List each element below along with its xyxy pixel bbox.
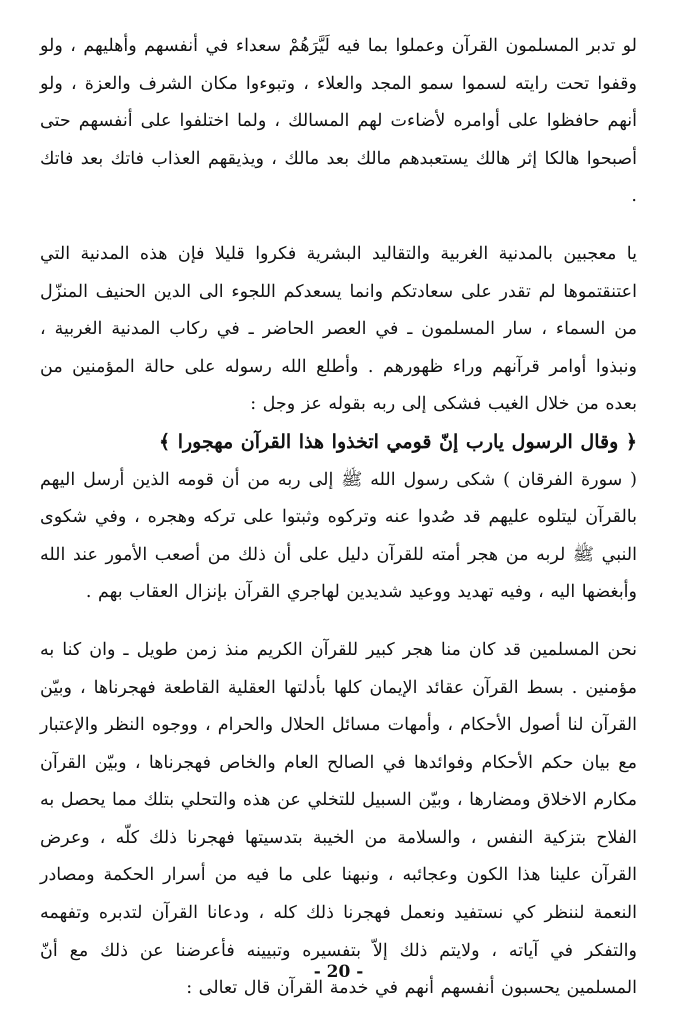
paragraph-2-rest: ( سورة الفرقان ) شكى رسول الله ﷺ إلى ربه من أن قومه الذين أرسل اليهم بالقرآن ليتلوه عليهم قد صُدوا عنه وتركوه وثبتوا على تركه وهجره ، وفي شكوى النبي ﷺ لربه من هجر أمته للقرآن دليل على أن ذلك من أصعب الأمور عند الله وأبغضها اليه ، وفيه تهديد ووعيد شديدين لهاجري القرآن بإنزال العقاب بهم .	[40, 469, 637, 603]
quran-verse-quote: ﴿ وقال الرسول يارب إنّ قومي اتخذوا هذا القرآن مهجورا ﴾	[158, 430, 637, 453]
paragraph-2	[40, 236, 637, 612]
paragraph-3: نحن المسلمين قد كان منا هجر كبير للقرآن الكريم منذ زمن طويل ـ وان كنا به مؤمنين . بسط القرآن عقائد الإيمان كلها بأدلتها العقلية القاطعة فهجرناها ، وبيّن القرآن لنا أصول الأحكام ، وأمهات مسائل الحلال والحرام ، ووجوه النظر والإعتبار مع بيان حكم الأحكام وفوائدها في الصالح العام والخاص فهجرناها ، وبيّن القرآن مكارم الاخلاق ومضارها ، وبيّن السبيل للتخلي عن هذه والتحلي بتلك مما يحصل به الفلاح بتزكية النفس ، والسلامة من الخيبة بتدسيتها فهجرنا ذلك كلّه ، وعرض القرآن علينا هذا الكون وعجائبه ، ونبهنا على ما فيه من أسرار الحكمة ومصادر النعمة لننظر كي نستفيد ونعمل فهجرنا ذلك كله ، ودعانا القرآن لتدبره وتفهمه والتفكر في آياته ، ولايتم ذلك إلاّ بتفسيره وتبيينه فأعرضنا عن ذلك مع أنّ المسلمين يحسبون أنفسهم أنهم في خدمة القرآن قال تعالى :	[40, 639, 637, 999]
paragraph-2-intro: يا معجبين بالمدنية الغربية والتقاليد البشرية فكروا قليلا فإن هذه المدنية التي اعتنقتموها لم تقدر على سعادتكم وانما يسعدكم اللجوء الى الدين الحنيف المنزّل من السماء ، سار المسلمون ـ في العصر الحاضر ـ في ركاب المدنية الغربية ، ونبذوا أوامر قرآنهم وراء ظهورهم . وأطلع الله رسوله على حالة المؤمنين من بعده من خلال الغيب فشكى إلى ربه بقوله عز وجل :	[40, 243, 637, 415]
page-number: - 20 -	[313, 962, 364, 982]
paragraph-1: لو تدبر المسلمون القرآن وعملوا بما فيه لَيَّرَهُمْ سعداء في أنفسهم وأهليهم ، ولو وقفوا تحت رايته لسموا سمو المجد والعلاء ، وتبوءوا مكان الشرف والعزة ، ولو أنهم حافظوا على أوامره لأضاءت لهم المسالك ، ولما اختلفوا على أنفسهم حتى أصبحوا هالكا إثر هالك يستعبدهم مالك بعد مالك ، ويذيقهم العذاب فاتك بعد فاتك .	[40, 36, 637, 207]
